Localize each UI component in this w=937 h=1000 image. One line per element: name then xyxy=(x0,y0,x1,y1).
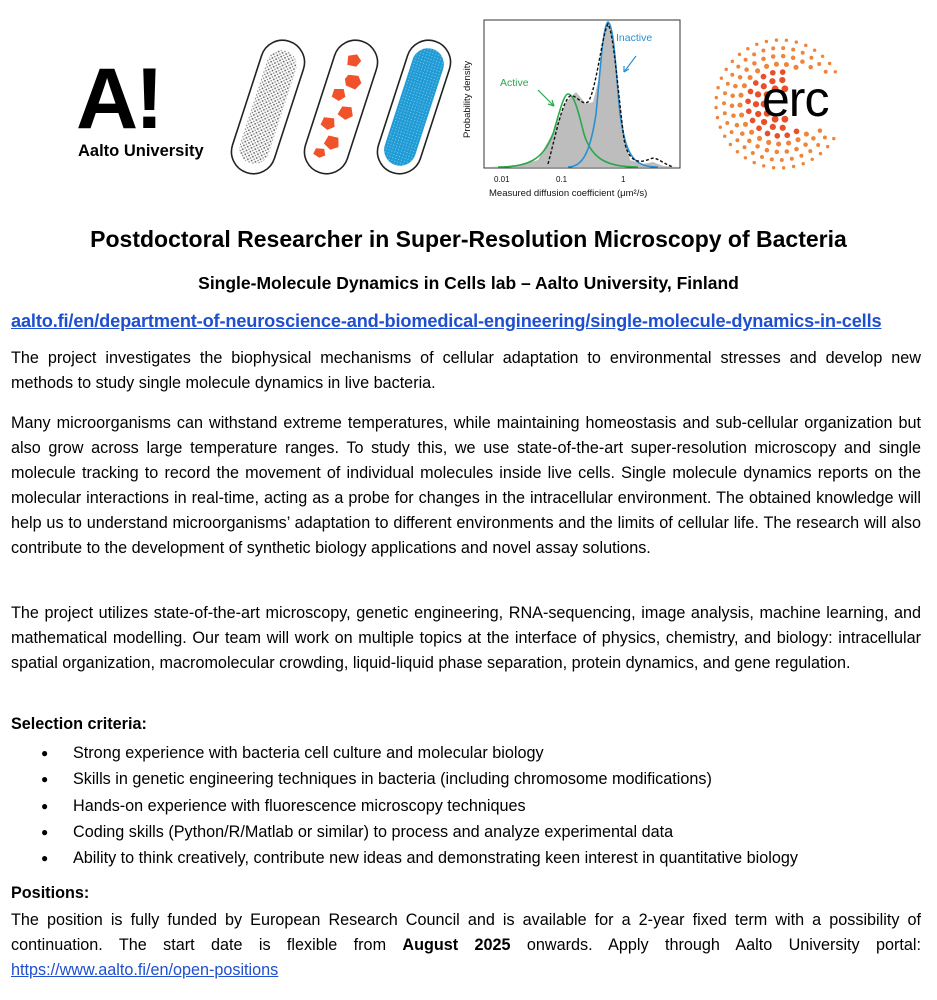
positions-heading: Positions: xyxy=(11,884,90,902)
erc-dot xyxy=(753,101,759,107)
aalto-logo-name: Aalto University xyxy=(78,142,204,160)
erc-dot xyxy=(742,83,747,88)
erc-dot xyxy=(792,165,795,168)
open-positions-link[interactable]: https://www.aalto.fi/en/open-positions xyxy=(11,961,279,979)
erc-dot xyxy=(808,149,812,153)
erc-dot xyxy=(745,98,751,104)
paragraph-positions xyxy=(11,908,921,983)
erc-dot xyxy=(770,157,774,161)
header-figures xyxy=(0,0,937,205)
erc-dot xyxy=(735,123,740,128)
erc-dot xyxy=(738,75,743,80)
diffusion-histogram-plot xyxy=(458,14,688,202)
erc-dot xyxy=(756,125,762,131)
erc-dot xyxy=(772,166,775,169)
list-item: ● Skills in genetic engineering techniques in bacteria (including chromosome modifications) xyxy=(11,766,798,792)
erc-dot xyxy=(731,113,736,118)
erc-dot xyxy=(823,136,827,140)
plot-label-inactive: Inactive xyxy=(616,32,653,44)
erc-dot xyxy=(808,65,813,70)
erc-dot xyxy=(736,65,740,69)
erc-dot xyxy=(795,40,798,43)
erc-dot xyxy=(760,155,764,159)
erc-dot xyxy=(785,149,790,154)
aalto-logo-mark: A! xyxy=(76,51,161,147)
selection-criteria-heading: Selection criteria: xyxy=(11,715,147,733)
erc-dot xyxy=(794,147,799,152)
erc-dot xyxy=(780,158,784,162)
erc-dot xyxy=(725,121,729,125)
erc-dot xyxy=(781,54,786,59)
erc-dot xyxy=(735,138,739,142)
erc-dot xyxy=(733,84,738,89)
erc-dot xyxy=(729,143,732,146)
erc-dot xyxy=(811,136,816,141)
bacterium-cell-grey xyxy=(228,35,310,180)
paragraph-research: Many microorganisms can withstand extreme temperatures, while maintaining homeostasis and sub-cellular organization but also grow across large temperature ranges. To study this, we use state-of-the-art super-resolution microscopy and single molecule tracking to record the movement of individual molecules inside live cells. Single molecule dynamics reports on the molecular interactions in real-time, acting as a probe for changes in the intracellular environment. The obtained knowledge will help us to understand microorganisms’ adaptation to different environments and the limits of cellular life. The research will also contribute to the development of synthetic biology applications and novel assay solutions. xyxy=(11,414,921,557)
erc-dot xyxy=(762,164,765,167)
erc-dot xyxy=(819,152,822,155)
page-title: Postdoctoral Researcher in Super-Resolution Microscopy of Bacteria xyxy=(90,226,847,252)
page-subtitle: Single-Molecule Dynamics in Cells lab – Aalto University, Finland xyxy=(198,273,739,293)
list-item: ● Strong experience with bacteria cell culture and molecular biology xyxy=(11,740,798,766)
erc-dot xyxy=(740,131,745,136)
positions-text-after: onwards. Apply through Aalto University portal: xyxy=(510,936,922,954)
erc-logo-text: erc xyxy=(762,71,829,127)
erc-dot xyxy=(739,112,744,117)
erc-dot xyxy=(765,40,768,43)
erc-dot xyxy=(761,57,766,62)
erc-dot xyxy=(723,91,727,95)
erc-dot xyxy=(791,56,796,61)
erc-dot xyxy=(765,148,770,153)
erc-dot xyxy=(775,38,778,41)
erc-dot xyxy=(719,125,722,128)
erc-dot xyxy=(755,68,760,73)
erc-dot xyxy=(730,94,735,99)
erc-dot xyxy=(716,86,719,89)
erc-dot xyxy=(723,111,727,115)
erc-dot xyxy=(715,96,718,99)
erc-dot xyxy=(793,65,798,70)
erc-dot xyxy=(784,132,790,138)
positions-text: The position is fully funded by European Research Council and is available for a 2-year fixed term with a possibility of continuation. The start date is flexible from xyxy=(11,911,921,954)
erc-dot xyxy=(834,70,837,73)
erc-dot xyxy=(801,51,805,55)
erc-dot xyxy=(816,143,820,147)
erc-dot xyxy=(801,162,804,165)
erc-dot xyxy=(744,156,747,159)
paragraph-methods: The project utilizes state-of-the-art microscopy, genetic engineering, RNA-sequencing, image analysis, machine learning, and mathematical modelling. Our team will work on multiple topics at the interface of physics, chemistry, and biology: intracellular spatial organization, macromolecular crowding, liquid-liquid phase separation, protein dynamics, and gene regulation. xyxy=(11,604,921,672)
erc-dot xyxy=(748,75,753,80)
erc-dot xyxy=(722,101,726,105)
erc-dot xyxy=(738,93,743,98)
plot-tick-label: 0.1 xyxy=(556,175,568,184)
list-item: ● Coding skills (Python/R/Matlab or similar) to process and analyze experimental data xyxy=(11,819,798,845)
erc-dot xyxy=(799,154,803,158)
erc-dot xyxy=(748,89,754,95)
erc-dot xyxy=(746,47,749,50)
erc-dot xyxy=(786,141,791,146)
erc-dot xyxy=(744,67,749,72)
lab-website-link[interactable]: aalto.fi/en/department-of-neuroscience-and-biomedical-engineering/single-molecule-dynamics-in-cells xyxy=(11,311,882,331)
erc-dot xyxy=(730,130,734,134)
erc-dot xyxy=(794,129,800,135)
bacterium-cell-blue xyxy=(372,35,456,180)
erc-dot xyxy=(743,122,748,127)
plot-ylabel: Probability density xyxy=(462,60,473,138)
erc-dot xyxy=(776,141,781,146)
erc-dot xyxy=(746,108,752,114)
bacterium-cell-orange xyxy=(299,35,383,180)
plot-label-active: Active xyxy=(500,77,529,89)
erc-dot xyxy=(730,104,735,109)
erc-dot xyxy=(753,80,759,86)
erc-dot xyxy=(755,144,760,149)
erc-dot xyxy=(813,48,816,51)
erc-dot xyxy=(781,46,785,50)
erc-dot xyxy=(752,52,756,56)
erc-dot xyxy=(730,73,734,77)
erc-dot xyxy=(755,43,758,46)
erc-dot xyxy=(791,48,795,52)
erc-dot xyxy=(828,62,831,65)
plot-xlabel: Measured diffusion coefficient (μm²/s) xyxy=(489,188,648,199)
erc-dot xyxy=(771,46,775,50)
erc-dot xyxy=(726,82,730,86)
erc-dot xyxy=(736,150,739,153)
erc-dot xyxy=(832,137,835,140)
erc-dot xyxy=(774,62,779,67)
erc-dot xyxy=(755,91,761,97)
selection-criteria-list xyxy=(11,740,798,871)
erc-dot xyxy=(764,64,769,69)
erc-dot xyxy=(720,76,723,79)
plot-tick-label: 1 xyxy=(621,175,626,184)
erc-dot xyxy=(809,56,813,60)
erc-dot xyxy=(743,145,747,149)
erc-dot xyxy=(751,151,755,155)
erc-dot xyxy=(752,161,755,164)
erc-dot xyxy=(804,44,807,47)
erc-dot xyxy=(817,62,821,66)
erc-dot xyxy=(784,62,789,67)
erc-dot xyxy=(790,157,794,161)
list-item: ● Hands-on experience with fluorescence microscopy techniques xyxy=(11,793,798,819)
erc-dot xyxy=(747,139,752,144)
aalto-university-logo xyxy=(76,51,216,166)
erc-dot xyxy=(795,137,800,142)
erc-dot xyxy=(821,55,824,58)
erc-dot xyxy=(714,106,717,109)
erc-dot xyxy=(724,68,727,71)
erc-dot xyxy=(738,53,741,56)
paragraph-intro: The project investigates the biophysical mechanisms of cellular adaptation to environmental stresses and develop new methods to study single molecule dynamics in live bacteria. xyxy=(11,349,921,392)
erc-dot xyxy=(757,136,762,141)
erc-dot xyxy=(737,103,742,108)
erc-dot xyxy=(755,111,761,117)
erc-dot xyxy=(810,158,813,161)
bacteria-cells-illustration xyxy=(228,34,456,180)
erc-dot xyxy=(765,131,771,137)
erc-dot xyxy=(803,142,808,147)
erc-dot xyxy=(744,58,748,62)
erc-dot xyxy=(749,130,754,135)
erc-dot xyxy=(716,116,719,119)
start-date: August 2025 xyxy=(402,936,511,954)
plot-tick-label: 0.01 xyxy=(494,175,510,184)
erc-dot xyxy=(723,134,726,137)
list-item: ● Ability to think creatively, contribute new ideas and demonstrating keen interest in quantitative biology xyxy=(11,845,798,871)
erc-dot xyxy=(818,128,823,133)
erc-dot xyxy=(804,132,809,137)
erc-dot xyxy=(782,166,785,169)
erc-dot xyxy=(826,145,829,148)
erc-dot xyxy=(750,118,756,124)
erc-dot xyxy=(766,140,771,145)
erc-dot xyxy=(731,60,734,63)
erc-dot xyxy=(771,54,776,59)
erc-dot xyxy=(761,49,765,53)
erc-dot xyxy=(774,133,780,139)
erc-dot xyxy=(775,150,780,155)
erc-dot xyxy=(752,61,757,66)
erc-dot xyxy=(785,39,788,42)
erc-dot xyxy=(800,59,805,64)
